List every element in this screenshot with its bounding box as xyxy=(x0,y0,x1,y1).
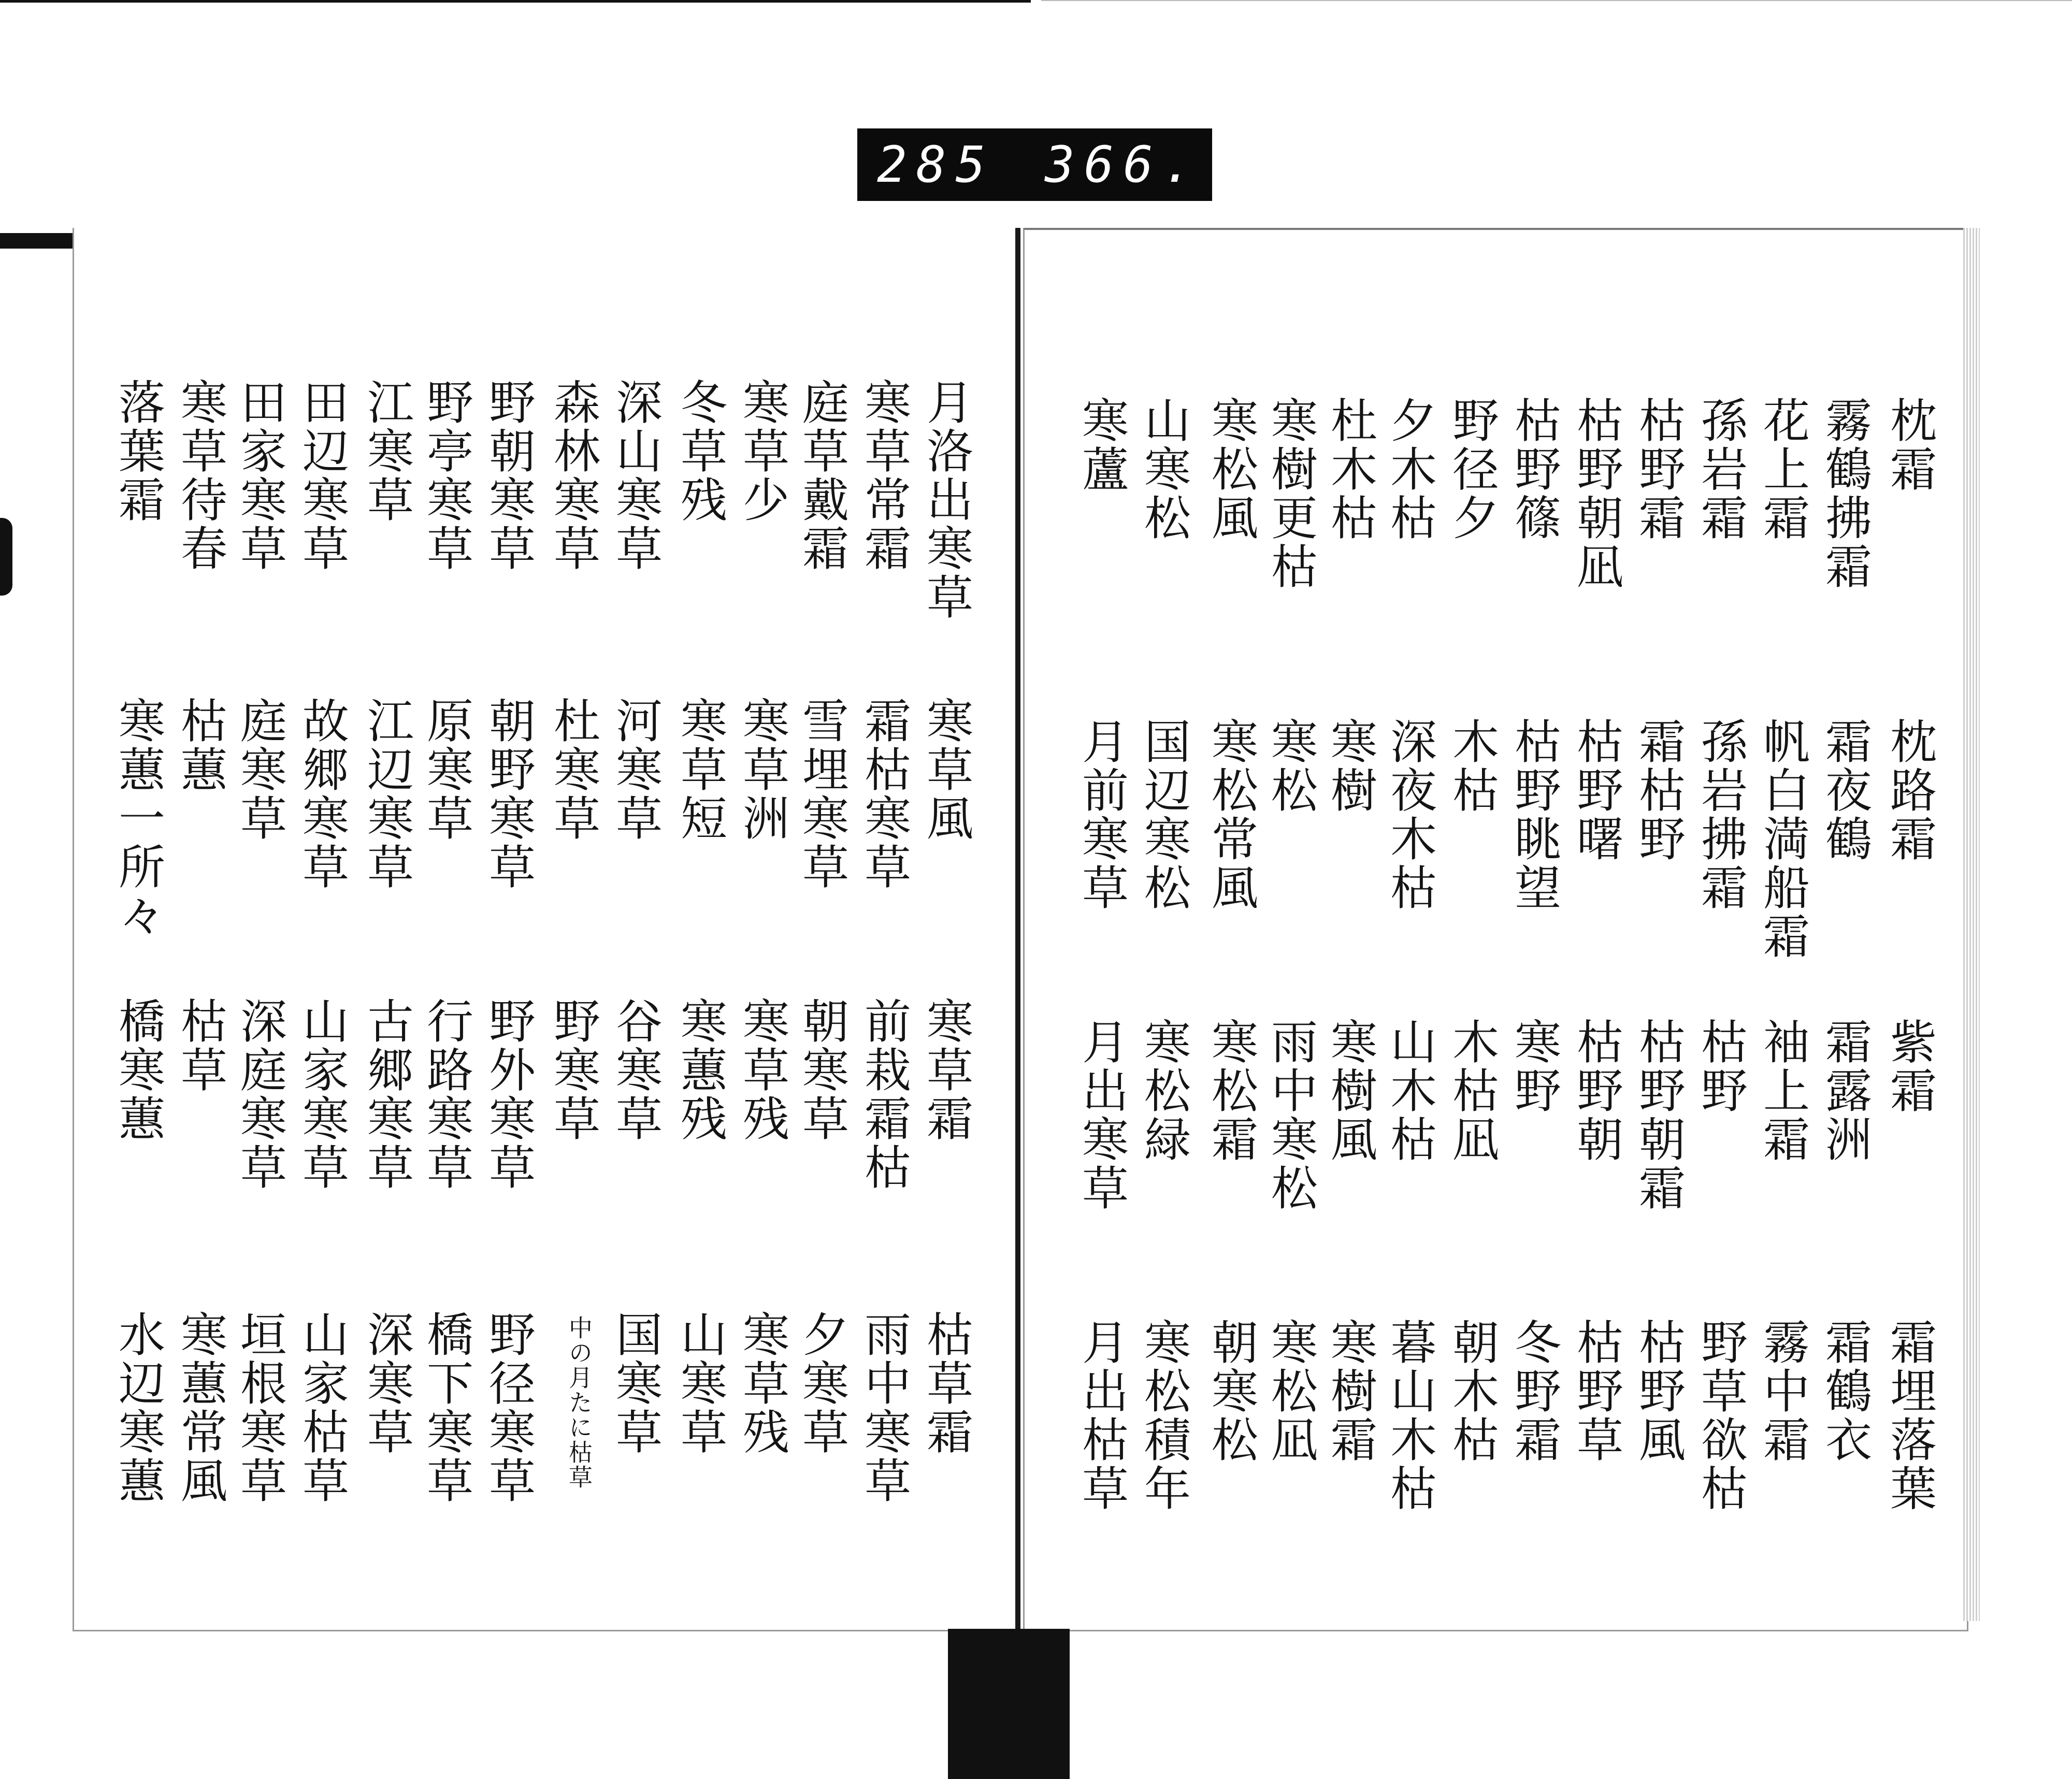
poem-title: 霜枯寒草 xyxy=(856,697,911,891)
poem-title: 古郷寒草 xyxy=(359,997,413,1192)
poem-title: 野朝寒草 xyxy=(481,378,535,573)
poem-title: 寒草洲 xyxy=(735,697,789,843)
poem-title: 野寒草 xyxy=(545,997,600,1143)
poem-title: 月出寒草 xyxy=(1074,1018,1128,1212)
poem-title: 野径寒草 xyxy=(481,1310,535,1505)
poem-title: 枯野曙 xyxy=(1569,717,1623,863)
frame-number-right: 366. xyxy=(1044,136,1202,194)
poem-title: 木枯凪 xyxy=(1444,1018,1499,1164)
poem-title: 朝野寒草 xyxy=(481,697,535,891)
poem-title: 橋下寒草 xyxy=(419,1310,473,1505)
poem-title: 杜寒草 xyxy=(545,697,600,843)
poem-title: 原寒草 xyxy=(419,697,473,843)
poem-title: 紫霜 xyxy=(1882,1018,1936,1115)
poem-title: 山木枯 xyxy=(1382,1018,1436,1164)
poem-title: 雨中寒草 xyxy=(856,1310,911,1505)
poem-title: 月出枯草 xyxy=(1074,1318,1128,1513)
poem-title: 枯野草 xyxy=(1569,1318,1623,1464)
poem-title: 深山寒草 xyxy=(608,378,662,573)
poem-title: 孫岩拂霜 xyxy=(1693,717,1747,912)
poem-title: 国辺寒松 xyxy=(1136,717,1190,912)
scan-top-edge-right xyxy=(1041,0,2072,1)
poem-title: 枯草霜 xyxy=(918,1310,973,1456)
poem-title: 夕木枯 xyxy=(1382,396,1436,542)
poem-title: 朝寒松 xyxy=(1203,1318,1258,1464)
poem-title: 木枯 xyxy=(1444,717,1499,815)
poem-title: 袖上霜 xyxy=(1755,1018,1809,1164)
poem-title: 霜枯野 xyxy=(1631,717,1685,863)
poem-title: 寒草常霜 xyxy=(856,378,911,573)
poem-title: 冬野霜 xyxy=(1506,1318,1561,1464)
poem-title: 寒松積年 xyxy=(1136,1318,1190,1513)
poem-title: 花上霜 xyxy=(1755,396,1809,542)
poem-title: 江寒草 xyxy=(359,378,413,524)
poem-title: 野亭寒草 xyxy=(419,378,473,573)
poem-title: 杜木枯 xyxy=(1322,396,1377,542)
gutter-shadow xyxy=(948,1629,1070,1779)
poem-title: 寒蘆 xyxy=(1074,396,1128,494)
poem-title: 深夜木枯 xyxy=(1382,717,1436,912)
poem-title: 田辺寒草 xyxy=(294,378,349,573)
poem-title: 水辺寒蕙 xyxy=(110,1310,165,1505)
poem-title: 冬草残 xyxy=(672,378,727,524)
left-binding-tab xyxy=(0,518,12,596)
poem-title: 山家寒草 xyxy=(294,997,349,1192)
poem-title: 霜夜鶴 xyxy=(1817,717,1872,863)
poem-title: 枯野 xyxy=(1693,1018,1747,1115)
poem-title: 田家寒草 xyxy=(232,378,286,573)
poem-title: 朝寒草 xyxy=(794,997,848,1143)
poem-title: 雨中寒松 xyxy=(1263,1018,1317,1212)
poem-title: 落葉霜 xyxy=(110,378,165,524)
poem-title: 枯蕙 xyxy=(172,697,227,794)
poem-title: 山寒松 xyxy=(1136,396,1190,542)
poem-title: 枕路霜 xyxy=(1882,717,1936,863)
poem-title: 寒松常風 xyxy=(1203,717,1258,912)
poem-title: 寒草残 xyxy=(735,1310,789,1456)
poem-title: 寒樹 xyxy=(1322,717,1377,815)
poem-title: 枯野眺望 xyxy=(1506,717,1561,912)
poem-title: 橋寒蕙 xyxy=(110,997,165,1143)
poem-title: 雪埋寒草 xyxy=(794,697,848,891)
poem-title: 寒草風 xyxy=(918,697,973,843)
poem-title: 霜埋落葉 xyxy=(1882,1318,1936,1513)
poem-title: 寒松霜 xyxy=(1203,1018,1258,1164)
poem-title: 枯草 xyxy=(172,997,227,1094)
poem-title: 枕霜 xyxy=(1882,396,1936,494)
poem-title: 寒松凪 xyxy=(1263,1318,1317,1464)
poem-title: 霧中霜 xyxy=(1755,1318,1809,1464)
poem-title: 枯野朝霜 xyxy=(1631,1018,1685,1212)
poem-title: 河寒草 xyxy=(608,697,662,843)
poem-title: 寒蕙残 xyxy=(672,997,727,1143)
poem-title: 枯野霜 xyxy=(1631,396,1685,542)
poem-title: 寒蕙一所々 xyxy=(110,697,165,940)
poem-title: 故郷寒草 xyxy=(294,697,349,891)
poem-title: 夕寒草 xyxy=(794,1310,848,1456)
poem-title: 山寒草 xyxy=(672,1310,727,1456)
poem-title: 江辺寒草 xyxy=(359,697,413,891)
poem-title: 枯野風 xyxy=(1631,1318,1685,1464)
poem-title: 深庭寒草 xyxy=(232,997,286,1192)
poem-title: 庭寒草 xyxy=(232,697,286,843)
poem-title: 寒草少 xyxy=(735,378,789,524)
poem-annotation-note: 中の月たに枯草 xyxy=(565,1315,593,1489)
poem-title: 枯野朝 xyxy=(1569,1018,1623,1164)
page-fore-edge xyxy=(1963,228,1980,1621)
poem-title: 帆白満船霜 xyxy=(1755,717,1809,961)
poem-title: 寒樹霜 xyxy=(1322,1318,1377,1464)
poem-title: 朝木枯 xyxy=(1444,1318,1499,1464)
poem-title: 寒松 xyxy=(1263,717,1317,815)
poem-title: 行路寒草 xyxy=(419,997,473,1192)
poem-title: 孫岩霜 xyxy=(1693,396,1747,542)
poem-title: 月洛出寒草 xyxy=(918,378,973,621)
scan-top-edge-left xyxy=(0,0,1031,3)
poem-title: 森林寒草 xyxy=(545,378,600,573)
poem-title: 寒松緑 xyxy=(1136,1018,1190,1164)
poem-title: 前栽霜枯 xyxy=(856,997,911,1192)
poem-title: 野径夕 xyxy=(1444,396,1499,542)
poem-title: 霜鶴衣 xyxy=(1817,1318,1872,1464)
poem-title: 月前寒草 xyxy=(1074,717,1128,912)
left-binding-bar xyxy=(0,233,78,249)
poem-title: 寒樹風 xyxy=(1322,1018,1377,1164)
poem-title: 深寒草 xyxy=(359,1310,413,1456)
poem-title: 野草欲枯 xyxy=(1693,1318,1747,1513)
frame-counter-label xyxy=(857,128,1212,201)
poem-title: 谷寒草 xyxy=(608,997,662,1143)
poem-title: 山家枯草 xyxy=(294,1310,349,1505)
poem-title: 枯野篠 xyxy=(1506,396,1561,542)
poem-title: 寒草待春 xyxy=(172,378,227,573)
poem-title: 寒野 xyxy=(1506,1018,1561,1115)
poem-title: 霧鶴拂霜 xyxy=(1817,396,1872,591)
poem-title: 寒草霜 xyxy=(918,997,973,1143)
poem-title: 寒樹更枯 xyxy=(1263,396,1317,591)
poem-title: 霜露洲 xyxy=(1817,1018,1872,1164)
poem-title: 寒草残 xyxy=(735,997,789,1143)
poem-title: 寒草短 xyxy=(672,697,727,843)
poem-title: 国寒草 xyxy=(608,1310,662,1456)
poem-title: 寒松風 xyxy=(1203,396,1258,542)
poem-title: 寒蕙常風 xyxy=(172,1310,227,1505)
poem-title: 垣根寒草 xyxy=(232,1310,286,1505)
poem-title: 枯野朝凪 xyxy=(1569,396,1623,591)
poem-title: 庭草戴霜 xyxy=(794,378,848,573)
poem-title: 野外寒草 xyxy=(481,997,535,1192)
poem-title: 暮山木枯 xyxy=(1382,1318,1436,1513)
frame-number-left: 285 xyxy=(877,136,995,194)
